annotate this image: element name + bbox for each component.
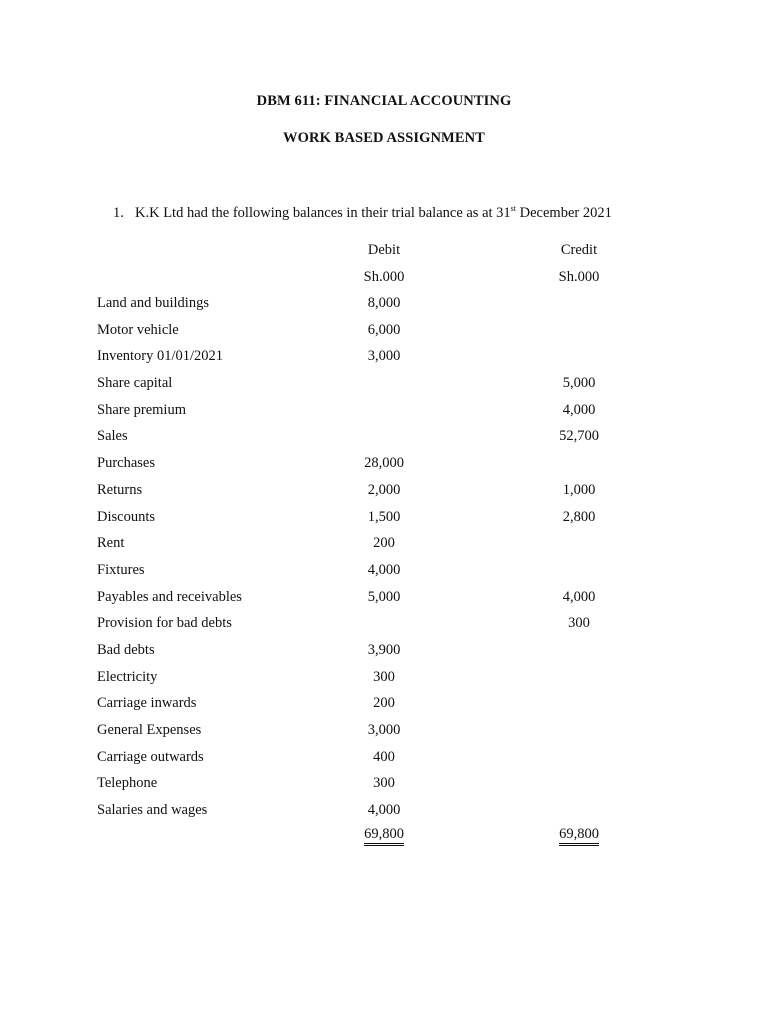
debit-amount: 300	[373, 775, 395, 792]
debit-amount: 200	[373, 695, 395, 712]
table-row	[0, 317, 768, 344]
table-row	[0, 450, 768, 477]
account-name: Fixtures	[97, 561, 145, 578]
account-name: Motor vehicle	[97, 321, 179, 338]
debit-amount: 300	[373, 668, 395, 685]
debit-column-unit: Sh.000	[363, 269, 405, 285]
account-name: Discounts	[97, 508, 155, 525]
table-row	[0, 504, 768, 531]
account-name: Provision for bad debts	[97, 615, 232, 632]
account-name: Purchases	[97, 455, 155, 472]
table-row	[0, 423, 768, 450]
debit-amount: 8,000	[367, 295, 401, 311]
date-ordinal-suffix: st	[510, 204, 517, 213]
debit-amount: 1,500	[367, 508, 401, 525]
question-number: 1.	[113, 205, 124, 221]
credit-total-value: 69,800	[559, 826, 599, 846]
debit-amount: 400	[373, 748, 395, 765]
account-name: Land and buildings	[97, 295, 209, 311]
account-name: Rent	[97, 535, 125, 552]
account-name: Carriage outwards	[97, 748, 204, 765]
table-row	[0, 290, 768, 317]
trial-balance-table	[0, 290, 768, 824]
debit-amount: 3,000	[367, 722, 401, 738]
table-row	[0, 584, 768, 611]
debit-amount: 28,000	[364, 455, 404, 472]
credit-column-unit: Sh.000	[558, 269, 600, 285]
account-name: Bad debts	[97, 641, 155, 658]
credit-amount: 4,000	[562, 588, 596, 605]
table-row	[0, 477, 768, 504]
debit-total-value: 69,800	[364, 826, 404, 846]
account-name: Share capital	[97, 375, 173, 392]
question-text: K.K Ltd had the following balances in their trial balance as at 31	[135, 205, 511, 221]
document-subtitle: WORK BASED ASSIGNMENT	[283, 130, 485, 146]
table-row	[0, 610, 768, 637]
credit-amount: 300	[568, 615, 590, 632]
debit-total	[339, 826, 429, 843]
document-title: DBM 611: FINANCIAL ACCOUNTING	[256, 93, 512, 109]
credit-amount: 1,000	[562, 481, 596, 498]
account-name: Payables and receivables	[97, 588, 242, 605]
credit-amount: 4,000	[562, 401, 596, 418]
account-name: Returns	[97, 481, 143, 498]
debit-amount: 2,000	[367, 481, 401, 498]
credit-column-header: Credit	[560, 242, 598, 258]
table-row	[0, 744, 768, 771]
table-row	[0, 397, 768, 424]
credit-amount: 5,000	[562, 375, 596, 392]
credit-amount: 2,800	[562, 508, 596, 525]
debit-column-header: Debit	[367, 242, 401, 258]
table-row	[0, 370, 768, 397]
table-row	[0, 664, 768, 691]
debit-amount: 200	[373, 535, 395, 552]
debit-amount: 4,000	[367, 561, 401, 578]
table-row	[0, 637, 768, 664]
question-1	[113, 204, 612, 222]
account-name: Inventory 01/01/2021	[97, 348, 224, 365]
table-row	[0, 557, 768, 584]
table-row	[0, 343, 768, 370]
account-name: General Expenses	[97, 722, 202, 738]
debit-amount: 5,000	[367, 588, 401, 605]
account-name: Salaries and wages	[97, 802, 208, 819]
account-name: Electricity	[97, 668, 158, 685]
table-row	[0, 770, 768, 797]
debit-amount: 3,000	[367, 348, 401, 365]
debit-amount: 3,900	[367, 641, 401, 658]
table-row	[0, 797, 768, 824]
account-name: Sales	[97, 428, 128, 445]
debit-amount: 4,000	[367, 802, 401, 819]
account-name: Share premium	[97, 401, 186, 418]
table-row	[0, 530, 768, 557]
debit-amount: 6,000	[367, 321, 401, 338]
account-name: Telephone	[97, 775, 158, 792]
question-date-tail: December 2021	[516, 205, 612, 221]
credit-amount: 52,700	[559, 428, 599, 445]
table-row	[0, 717, 768, 744]
table-row	[0, 690, 768, 717]
account-name: Carriage inwards	[97, 695, 197, 712]
credit-total	[534, 826, 624, 843]
